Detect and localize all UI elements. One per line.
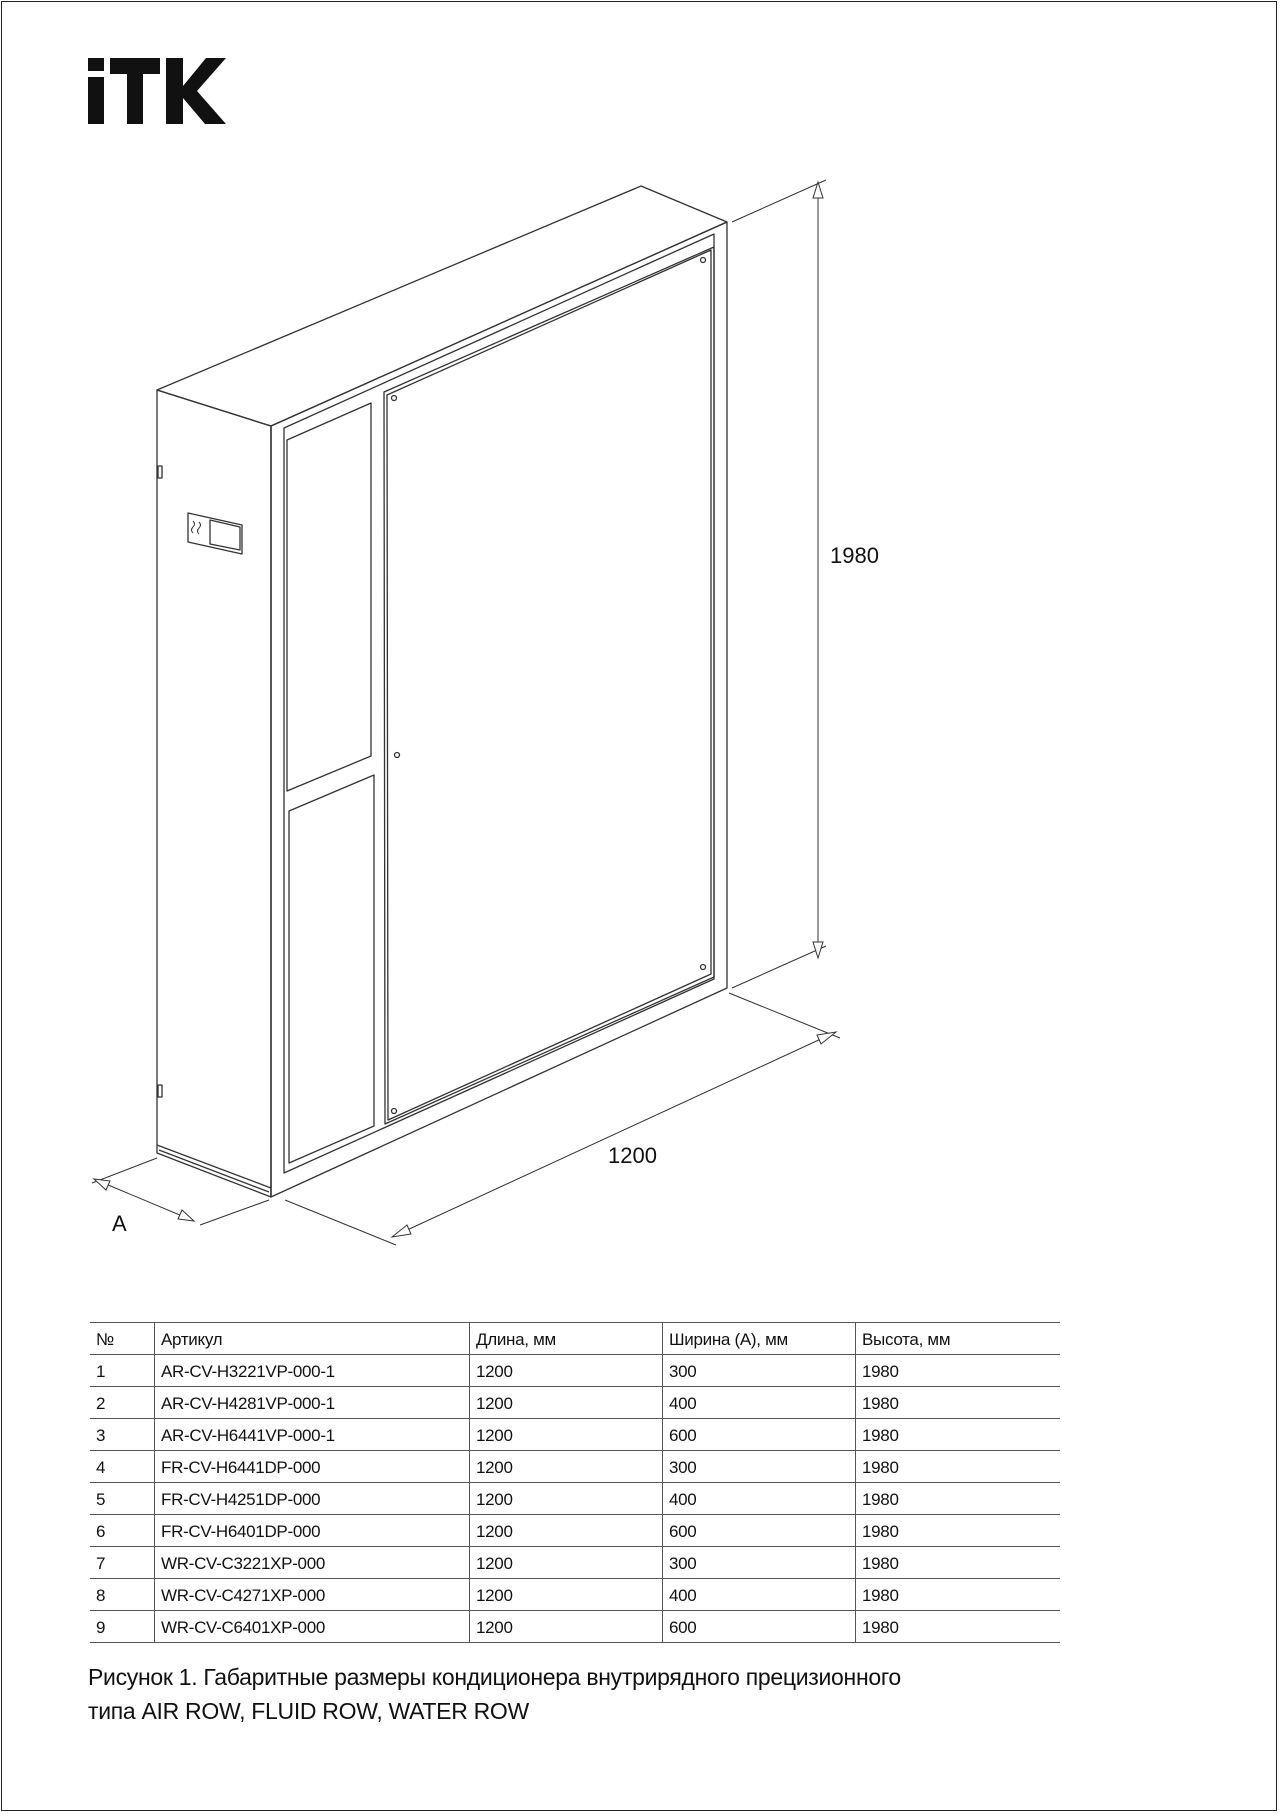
cell-length: 1200	[470, 1419, 663, 1451]
caption-line-2: типа AIR ROW, FLUID ROW, WATER ROW	[88, 1698, 529, 1724]
cell-height: 1980	[856, 1611, 1061, 1643]
cell-height: 1980	[856, 1515, 1061, 1547]
front-main-door	[387, 250, 711, 1120]
cell-article: AR-CV-H4281VP-000-1	[155, 1387, 470, 1419]
cell-number: 7	[90, 1547, 155, 1579]
cell-width: 300	[663, 1355, 856, 1387]
cell-length: 1200	[470, 1579, 663, 1611]
table-row	[90, 1451, 1060, 1483]
cell-length: 1200	[470, 1547, 663, 1579]
table-row	[90, 1355, 1060, 1387]
cell-article: WR-CV-C4271XP-000	[155, 1579, 470, 1611]
cell-width: 300	[663, 1451, 856, 1483]
cell-article: FR-CV-H6401DP-000	[155, 1515, 470, 1547]
header-number: №	[90, 1323, 155, 1355]
cell-height: 1980	[856, 1451, 1061, 1483]
cell-height: 1980	[856, 1547, 1061, 1579]
dimension-length-label: 1200	[608, 1143, 657, 1168]
cell-length: 1200	[470, 1355, 663, 1387]
cell-article: FR-CV-H4251DP-000	[155, 1483, 470, 1515]
cell-length: 1200	[470, 1387, 663, 1419]
table-row	[90, 1515, 1060, 1547]
cell-width: 600	[663, 1419, 856, 1451]
cell-number: 2	[90, 1387, 155, 1419]
cell-width: 600	[663, 1515, 856, 1547]
cell-height: 1980	[856, 1355, 1061, 1387]
dimension-width-label: A	[112, 1211, 127, 1236]
cell-width: 400	[663, 1483, 856, 1515]
cell-article: WR-CV-C6401XP-000	[155, 1611, 470, 1643]
cell-number: 1	[90, 1355, 155, 1387]
dimensions-table	[90, 1322, 1060, 1643]
cell-height: 1980	[856, 1387, 1061, 1419]
cell-width: 400	[663, 1387, 856, 1419]
header-width: Ширина (А), мм	[663, 1323, 856, 1355]
cell-number: 4	[90, 1451, 155, 1483]
cell-number: 9	[90, 1611, 155, 1643]
cell-number: 5	[90, 1483, 155, 1515]
cell-width: 600	[663, 1611, 856, 1643]
figure-caption	[88, 1660, 1188, 1728]
table-row	[90, 1579, 1060, 1611]
cabinet-side	[157, 390, 271, 1197]
caption-line-1: Рисунок 1. Габаритные размеры кондиционера внутрирядного прецизионного	[88, 1664, 901, 1690]
cell-width: 400	[663, 1579, 856, 1611]
cell-length: 1200	[470, 1451, 663, 1483]
cell-length: 1200	[470, 1515, 663, 1547]
table-row	[90, 1483, 1060, 1515]
cell-article: FR-CV-H6441DP-000	[155, 1451, 470, 1483]
front-panel-upper-left	[287, 403, 371, 791]
table-header-row	[90, 1323, 1060, 1355]
cell-height: 1980	[856, 1419, 1061, 1451]
cell-article: AR-CV-H6441VP-000-1	[155, 1419, 470, 1451]
table-row	[90, 1419, 1060, 1451]
cell-number: 6	[90, 1515, 155, 1547]
cell-length: 1200	[470, 1483, 663, 1515]
cell-width: 300	[663, 1547, 856, 1579]
dimension-height-label: 1980	[830, 543, 879, 568]
cell-length: 1200	[470, 1611, 663, 1643]
cell-number: 3	[90, 1419, 155, 1451]
table-row	[90, 1611, 1060, 1643]
cell-article: WR-CV-C3221XP-000	[155, 1547, 470, 1579]
cell-article: AR-CV-H3221VP-000-1	[155, 1355, 470, 1387]
cell-height: 1980	[856, 1579, 1061, 1611]
cell-number: 8	[90, 1579, 155, 1611]
control-display	[188, 513, 242, 554]
cabinet-top	[157, 186, 727, 426]
header-height: Высота, мм	[856, 1323, 1061, 1355]
front-panel-lower-left	[289, 775, 374, 1163]
header-article: Артикул	[155, 1323, 470, 1355]
table-row	[90, 1547, 1060, 1579]
cabinet-front	[271, 222, 727, 1197]
cell-height: 1980	[856, 1483, 1061, 1515]
header-length: Длина, мм	[470, 1323, 663, 1355]
table-row	[90, 1387, 1060, 1419]
